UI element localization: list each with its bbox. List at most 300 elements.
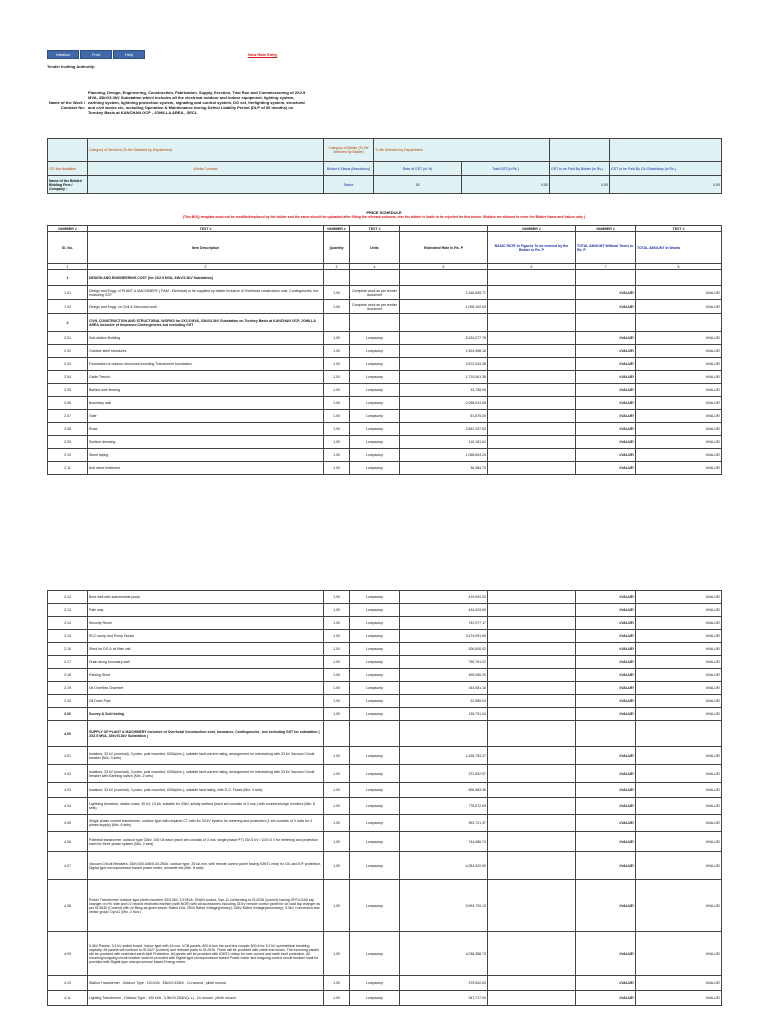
quantity-cell: 1.00 [324,932,350,976]
total-amount-cell: #VALUE! [576,708,636,721]
description-cell: Isolators, 33 kV (nominal), 3 poles, pole mounted, 630A(min.), suitable fault current rating, arrangement for interlocking with 33 kV Vacuum Circuit breaker with Earthing switch (Min. 2 sets) [88,765,324,783]
description-cell: Stone laying [88,449,324,462]
amount-words-cell: #VALUE! [636,976,722,991]
units-cell: Lumpsump [350,345,400,358]
col-number: 6 [488,264,576,270]
basic-rate-input[interactable] [488,591,576,604]
estimated-rate-cell: 419,000.00 [400,591,488,604]
basic-rate-input[interactable] [488,410,576,423]
bidder-status-select[interactable]: Select [324,176,374,194]
name-of-work-label: Name of the Work / Contract No: [48,100,85,110]
estimated-rate-cell: 375,502.63 [400,976,488,991]
quantity-cell: 1.00 [324,747,350,765]
description-cell: Outdoor steel structures [88,345,324,358]
boq-row [48,976,722,991]
estimated-rate-cell: 2,098,024.08 [400,397,488,410]
quantity-cell: 1.00 [324,345,350,358]
total-amount-cell: #VALUE! [576,332,636,345]
name-of-work-text: Planning, Design, Engineering, Construction, Fabrication, Supply, Erection, Trial Run and Commissioning of 2X2.5 MVA, 33kV/3.3kV Substation which includes all the electrical outdoor and indoor equipment, lighting system, earthing system, lightning protection system, signaling and control system, DG set, firefighting system, structural and civil works etc. including Operation & Maintenance during Defect Liability Period (DLP of 60 months) on Turnkey Basis at KANCHAN OCP , JOHILLA AREA , SECL [88,90,306,115]
total-amount-cell: #VALUE! [576,423,636,436]
quantity-cell: 1.00 [324,286,350,300]
itc-label: ITC Not Available [48,162,88,176]
quantity-cell: 1.00 [324,591,350,604]
amount-words-cell: #VALUE! [636,371,722,384]
column-header-row [48,232,722,264]
estimated-rate-cell: 1,436,794.27 [400,747,488,765]
quantity-cell: 1.00 [324,643,350,656]
quantity-cell: 1.00 [324,880,350,932]
amount-words-cell: #VALUE! [636,932,722,976]
basic-rate-input[interactable] [488,852,576,880]
estimated-rate-cell: 135,791.04 [400,708,488,721]
basic-rate-input[interactable] [488,643,576,656]
amount-words-cell: #VALUE! [636,345,722,358]
basic-rate-input[interactable] [488,669,576,682]
estimated-rate-cell: 4,038,388.73 [400,932,488,976]
sl-cell: 2.11 [48,462,88,475]
estimated-rate-cell: 744,086.74 [400,832,488,852]
initialize-button[interactable]: Initialize [47,50,79,59]
boq-row [48,798,722,815]
estimated-rate-cell [400,314,488,332]
col-number: 3 [324,264,350,270]
amount-words-cell: #VALUE! [636,682,722,695]
col-units-header: Units [350,232,400,264]
units-cell: Lumpsump [350,436,400,449]
quantity-cell: 1.00 [324,708,350,721]
type-cell: NUMBER # [324,226,350,232]
basic-rate-input[interactable] [488,765,576,783]
total-amount-cell: #VALUE! [576,591,636,604]
units-cell: Lumpsump [350,591,400,604]
quantity-cell: 1.00 [324,832,350,852]
gst-cil-value: 0.00 [610,176,722,194]
estimated-rate-cell: 22,989.04 [400,695,488,708]
boq-row [48,643,722,656]
basic-rate-input[interactable] [488,695,576,708]
basic-rate-input[interactable] [488,721,576,747]
amount-words-cell: #VALUE! [636,358,722,371]
sl-cell: 2.15 [48,630,88,643]
basic-rate-input[interactable] [488,449,576,462]
units-cell [350,721,400,747]
col-sl-header: Sl. No. [48,232,88,264]
sl-cell: 2.01 [48,332,88,345]
description-cell: Sub-station Building [88,332,324,345]
basic-rate-input[interactable] [488,371,576,384]
sl-cell: 4.01 [48,747,88,765]
sl-cell: 2.08 [48,423,88,436]
col-desc-header: Item Description [88,232,324,264]
description-cell: Power Transformer outdoor type plinth mounted 33/3.3kV, 2.5 MVA, ONAN cooled, Dyn-11 conforming to IS:2026 (current) having OFF/LOAD tap changer on HV side and LV neutral restricted earthed (with NGR) with all accessories including 33 kV remote control panel for on load tap changer as per IS:3639 (Current) with oil filling as given below. Rated kVA: 2500 Rated Voltage(primary): 33kV Rated Voltage(secondary): 3.3kV Connection and vector group: Dyn11 (Min. 2 Nos.) [88,880,324,932]
estimated-rate-cell: 2,642,297.63 [400,423,488,436]
units-cell: Lumpsump [350,462,400,475]
description-cell: Boundary wall [88,397,324,410]
boq-row [48,747,722,765]
amount-words-cell: #VALUE! [636,397,722,410]
units-cell: Lumpsump [350,832,400,852]
sl-cell: 4.00 [48,721,88,747]
total-amount-cell: #VALUE! [576,656,636,669]
amount-words-cell [636,314,722,332]
description-cell: Shed for DG & oil filter unit [88,643,324,656]
units-cell: Lumpsump [350,604,400,617]
units-cell: Lumpsump [350,932,400,976]
bidder-info-table [47,138,722,194]
sl-cell: 2.13 [48,604,88,617]
description-cell: Cable Trench [88,371,324,384]
col-number: 2 [88,264,324,270]
basic-rate-input[interactable] [488,436,576,449]
boq-row [48,765,722,783]
bidder-status-label: Bidder's Status (Mandatory) [324,162,374,176]
units-cell: Complete work as per tender document [350,286,400,300]
estimated-rate-cell: 799,761.02 [400,656,488,669]
units-cell: Lumpsump [350,880,400,932]
total-amount-cell: #VALUE! [576,669,636,682]
col-number: 8 [636,264,722,270]
description-cell: SUPPLY OF PLANT & MACHINERY inclusive of Overhead Construction cost, Insurance, Contingencies , but excluding GST for substation ( 2X2.5 MVA, 33kV/3.3kV Substation ) [88,721,324,747]
quantity-cell: 1.00 [324,695,350,708]
works-contract-label: Works Contract [88,162,324,176]
basic-rate-input[interactable] [488,286,576,300]
category-bidder-label: Category of Bidder (To Be Selected by Bidder) [324,139,374,162]
basic-rate-input[interactable] [488,300,576,314]
quantity-cell [324,270,350,286]
basic-rate-input[interactable] [488,976,576,991]
sl-cell: 4.05 [48,815,88,832]
quantity-cell: 1.00 [324,449,350,462]
amount-words-cell: #VALUE! [636,384,722,397]
amount-words-cell: #VALUE! [636,410,722,423]
col-number: 1 [48,264,88,270]
basic-rate-input[interactable] [488,270,576,286]
basic-rate-input[interactable] [488,798,576,815]
sl-cell: 4.07 [48,852,88,880]
basic-rate-input[interactable] [488,617,576,630]
basic-rate-input[interactable] [488,815,576,832]
sl-cell: 2.20 [48,695,88,708]
sl-cell: 2.17 [48,656,88,669]
amount-words-cell [636,270,722,286]
sl-cell: 1.01 [48,286,88,300]
boq-row [48,932,722,976]
total-amount-cell: #VALUE! [576,976,636,991]
boq-row [48,462,722,475]
total-amount-cell: #VALUE! [576,358,636,371]
type-cell: NUMBER # [488,226,576,232]
quantity-cell: 1.00 [324,976,350,991]
units-cell: Lumpsump [350,397,400,410]
new-rate-entry-link[interactable]: New Rate Entry [248,52,278,57]
sl-cell: 2.06 [48,397,88,410]
amount-words-cell: #VALUE! [636,630,722,643]
basic-rate-input[interactable] [488,682,576,695]
boq-row [48,300,722,314]
quantity-cell: 1.00 [324,991,350,1006]
boq-row [48,345,722,358]
gst-bidder-value: 0.00 [550,176,610,194]
col-est-header: Estimated Rate in Rs. P [400,232,488,264]
quantity-cell: 1.00 [324,617,350,630]
total-amount-cell: #VALUE! [576,345,636,358]
sl-cell: 2.05 [48,384,88,397]
total-amount-cell: #VALUE! [576,604,636,617]
total-amount-cell: #VALUE! [576,371,636,384]
total-amount-cell: #VALUE! [576,765,636,783]
quantity-cell: 1.00 [324,783,350,798]
basic-rate-input[interactable] [488,332,576,345]
boq-row [48,384,722,397]
category-services-label: Category of Services (To Be Selected by Department) [88,139,324,162]
description-cell: Potential transformer ,outdoor type 33kV, 100 VA each (each set consists of 3 nos. single phase PT) 33/√3 kV / 110/√3 V for metering and protection each for three phase system (Min. 2 sets) [88,832,324,852]
basic-rate-input[interactable] [488,747,576,765]
estimated-rate-cell: 906,983.35 [400,783,488,798]
amount-words-cell: #VALUE! [636,832,722,852]
units-cell [350,314,400,332]
col-number: 7 [576,264,636,270]
gst-bidder-label: GST to be Paid By Bidder (in Rs.) [550,162,610,176]
description-cell: Lightning Arrestors, station class, 30 kV, 10 kA, suitable for 33kV, solidly earthed (each set consists of 3 nos.) with counters/surge monitors (Min. 8 sets) [88,798,324,815]
basic-rate-input[interactable] [488,345,576,358]
total-amount-cell [576,270,636,286]
amount-words-cell: #VALUE! [636,747,722,765]
units-cell: Lumpsump [350,695,400,708]
amount-words-cell: #VALUE! [636,449,722,462]
boq-row [48,286,722,300]
boq-row [48,314,722,332]
estimated-rate-cell: 9,993,709.13 [400,880,488,932]
boq-row [48,630,722,643]
estimated-rate-cell: 495,066.29 [400,669,488,682]
basic-rate-input[interactable] [488,358,576,371]
estimated-rate-cell: 33,798.05 [400,384,488,397]
basic-rate-input[interactable] [488,397,576,410]
sl-cell: 3.00 [48,708,88,721]
bidder-name-label: Name of the Bidder/ Bidding Firm / Company : [48,176,88,194]
description-cell: Road [88,423,324,436]
quantity-cell: 1.00 [324,798,350,815]
basic-rate-input[interactable] [488,423,576,436]
units-cell: Lumpsump [350,410,400,423]
basic-rate-input[interactable] [488,832,576,852]
type-cell: NUMBER # [576,226,636,232]
description-cell: Bore well with submersible pump [88,591,324,604]
type-cell: TEXT # [636,226,722,232]
description-cell: Anti weed treatment [88,462,324,475]
total-amount-cell: #VALUE! [576,682,636,695]
boq-row [48,604,722,617]
units-cell: Lumpsump [350,656,400,669]
amount-words-cell: #VALUE! [636,332,722,345]
units-cell: Lumpsump [350,815,400,832]
print-button[interactable]: Print [80,50,112,59]
total-amount-cell: #VALUE! [576,397,636,410]
sl-cell: 2.14 [48,617,88,630]
boq-row [48,449,722,462]
units-cell: Lumpsump [350,783,400,798]
col-total-header: TOTAL AMOUNT Without Taxes in Rs. P [576,232,636,264]
description-cell: Drain along boundary wall [88,656,324,669]
amount-words-cell: #VALUE! [636,300,722,314]
units-cell: Lumpsump [350,358,400,371]
amount-words-cell: #VALUE! [636,880,722,932]
units-cell: Lumpsump [350,991,400,1006]
total-amount-cell: #VALUE! [576,852,636,880]
amount-words-cell: #VALUE! [636,591,722,604]
quantity-cell: 1.00 [324,815,350,832]
basic-rate-input[interactable] [488,604,576,617]
quantity-cell: 1.00 [324,462,350,475]
sl-cell: 1.02 [48,300,88,314]
sl-cell: 2.10 [48,449,88,462]
boq-row [48,832,722,852]
description-cell: Design and Engg. of PLANT & MACHINERY ( P&M - Electrical) to be supplied by bidder inclusive of Overhead construction cost, Contingencies, but excluding GST [88,286,324,300]
sl-cell: 2.16 [48,643,88,656]
sl-cell: 2.18 [48,669,88,682]
description-cell: Lighting Transformer , Outdoor Type : 100 kVA , 3.3kV/0.230kV(L-L) , Cu wound , plinth mound [88,991,324,1006]
help-button[interactable]: Help [113,50,145,59]
boq-row [48,721,722,747]
total-amount-cell: #VALUE! [576,695,636,708]
total-amount-cell [576,314,636,332]
amount-words-cell: #VALUE! [636,708,722,721]
units-cell: Lumpsump [350,449,400,462]
amount-words-cell: #VALUE! [636,423,722,436]
estimated-rate-cell: 4,084,920.90 [400,852,488,880]
amount-words-cell: #VALUE! [636,462,722,475]
tender-inviting-label: Tender Inviting Authority: [47,64,96,69]
estimated-rate-cell: 1,068,604.24 [400,449,488,462]
amount-words-cell: #VALUE! [636,656,722,669]
total-gst-value: 0.00 [462,176,550,194]
type-cell: TEXT # [88,226,324,232]
total-amount-cell: #VALUE! [576,410,636,423]
description-cell: Design and Engg. on Civil & Structural work [88,300,324,314]
basic-rate-input[interactable] [488,656,576,669]
estimated-rate-cell: 993,721.37 [400,815,488,832]
boq-row [48,991,722,1006]
boq-row [48,270,722,286]
sl-cell: 2.19 [48,682,88,695]
boq-row [48,880,722,932]
type-cell: NUMBER # [48,226,88,232]
amount-words-cell: #VALUE! [636,695,722,708]
quantity-cell: 1.00 [324,332,350,345]
units-cell: Lumpsump [350,747,400,765]
basic-rate-input[interactable] [488,314,576,332]
sl-cell: 2 [48,314,88,332]
estimated-rate-cell: 778,572.63 [400,798,488,815]
quantity-cell [324,314,350,332]
sl-cell: 2.03 [48,358,88,371]
basic-rate-input[interactable] [488,783,576,798]
quantity-cell: 1.00 [324,604,350,617]
description-cell: Security Room [88,617,324,630]
total-amount-cell: #VALUE! [576,286,636,300]
units-cell [350,270,400,286]
description-cell: RCC sump and Pump House [88,630,324,643]
boq-row [48,397,722,410]
amount-words-cell: #VALUE! [636,815,722,832]
basic-rate-input[interactable] [488,630,576,643]
sl-cell: 4.03 [48,783,88,798]
description-cell: Oil Overflow Chamber [88,682,324,695]
description-cell: Vacuum Circuit Breakers, 33kV,630 A/800 A/1250A, outdoor type, 25 kA min. with remote control panel having IDMTL relay for O/L and E/F protection, Digital type microprocessor based power meter, ammeter etc (Min. 8 sets) [88,852,324,880]
amount-words-cell: #VALUE! [636,798,722,815]
total-amount-cell: #VALUE! [576,880,636,932]
col-words-header: TOTAL AMOUNT In Words [636,232,722,264]
quantity-cell: 1.00 [324,384,350,397]
units-cell: Lumpsump [350,852,400,880]
basic-rate-input[interactable] [488,384,576,397]
description-cell: Station Transformer , Outdoor Type : 100 kVA , 33kV/0.433kV , Cu wound , plinth mound [88,976,324,991]
boq-row [48,410,722,423]
basic-rate-input[interactable] [488,932,576,976]
quantity-cell: 1.00 [324,656,350,669]
rate-gst-label: Rate of GST (in %) [374,162,462,176]
boq-row [48,783,722,798]
units-cell: Lumpsump [350,630,400,643]
description-cell: Survey & Soil testing [88,708,324,721]
sl-cell: 4.06 [48,832,88,852]
total-amount-cell: #VALUE! [576,384,636,397]
boq-row [48,371,722,384]
boq-row [48,423,722,436]
total-amount-cell: #VALUE! [576,643,636,656]
units-cell: Lumpsump [350,617,400,630]
total-amount-cell [576,721,636,747]
amount-words-cell: #VALUE! [636,783,722,798]
total-amount-cell: #VALUE! [576,815,636,832]
quantity-cell [324,721,350,747]
sl-cell: 4.04 [48,798,88,815]
amount-words-cell: #VALUE! [636,286,722,300]
units-cell: Lumpsump [350,371,400,384]
sl-cell: 4.09 [48,932,88,976]
quantity-cell: 1.00 [324,669,350,682]
sl-cell: 1 [48,270,88,286]
estimated-rate-cell: 36,384.73 [400,462,488,475]
total-amount-cell: #VALUE! [576,436,636,449]
amount-words-cell: #VALUE! [636,765,722,783]
estimated-rate-cell [400,270,488,286]
basic-rate-input[interactable] [488,708,576,721]
boq-row [48,669,722,682]
boq-row [48,708,722,721]
amount-words-cell: #VALUE! [636,852,722,880]
units-cell: Lumpsump [350,976,400,991]
basic-rate-input[interactable] [488,462,576,475]
description-cell: Surface dressing [88,436,324,449]
estimated-rate-cell: 2,166,605.77 [400,286,488,300]
amount-words-cell [636,721,722,747]
bidder-name-input[interactable] [88,176,324,194]
boq-row [48,436,722,449]
estimated-rate-cell [400,721,488,747]
quantity-cell: 1.00 [324,397,350,410]
estimated-rate-cell: 3,474,991.69 [400,630,488,643]
boq-row [48,815,722,832]
boq-row [48,695,722,708]
sl-cell: 4.10 [48,976,88,991]
basic-rate-input[interactable] [488,991,576,1006]
description-cell: DESIGN AND ENGINEERING COST (for 2X2.5 MVA, 33kV/3.3kV Substation) [88,270,324,286]
basic-rate-input[interactable] [488,880,576,932]
description-cell: Single phase current transformer ,outdoor type with required CT ratio for 33 kV system for metering and protection (1 set consists of 3 units for 3 phase supply) (Min. 6 sets) [88,815,324,832]
units-cell: Lumpsump [350,423,400,436]
quantity-cell: 1.00 [324,630,350,643]
